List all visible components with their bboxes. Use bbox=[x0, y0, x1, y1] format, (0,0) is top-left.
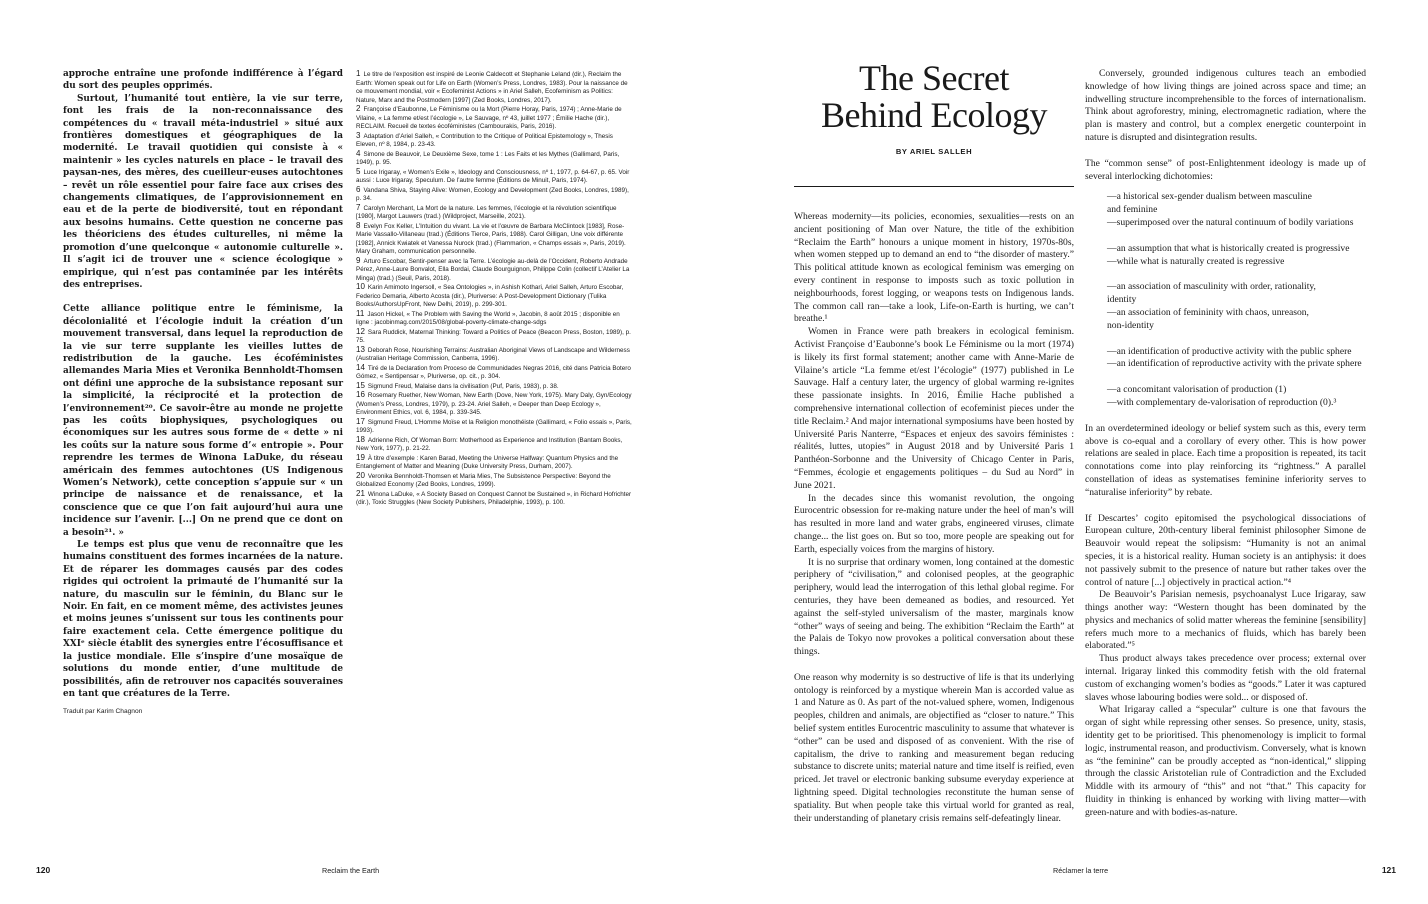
dichotomy-line: —an association of femininity with chaos, unreason, bbox=[1107, 306, 1309, 318]
dichotomy-group bbox=[1107, 243, 1366, 269]
footnote bbox=[356, 150, 632, 168]
dichotomy-line: —an assumption that what is historically created is progressive bbox=[1107, 242, 1350, 254]
paragraph: In the decades since this womanist revolution, the ongoing Eurocentric obsession for re-making nature under the heel of man’s will has resulted in more land and water grabs, engineered viruses, climate change... the list goes on. But so too, more people are speaking out for Earth, especially voices from the margins of history. bbox=[794, 492, 1074, 555]
dichotomy-group bbox=[1107, 191, 1366, 229]
paragraph: One reason why modernity is so destructive of life is that its underlying ontology is reinforced by a mystique wherein Man is accorded value as 1 and Nature as 0. As part of the not-valued sphere, women, Indigenous peoples, children and animals, are objectified as “closer to nature.” This belief system entitles Eurocentric masculinity to assume that whatever is “other” can be used and disposed of as convenient. With the rise of capitalism, the drive to ranking and measurement began reducing substance to discrete units; material nature and time itself is reified, even priced. Jet travel or electronic banking subsume everyday experience at lightning speed. Digital technologies reconstitute the human sense of spatiality. But when people take this virtual world for granted as real, their understanding of planetary crisis remains self-defeatingly linear. bbox=[794, 671, 1074, 824]
footnote bbox=[356, 454, 632, 472]
footnote-number: 15 bbox=[356, 380, 365, 390]
paragraph: It is no surprise that ordinary women, long contained at the domestic periphery of “civilisation,” and colonised peoples, at the geographic periphery, would lead the interrogation of this lethal global regime. For centuries, they have been demeaned as bodies, and resourced. Yet against the self-styled universalism of the master, marginals know “other” ways of seeing and being. The exhibition “Reclaim the Earth” at the Palais de Tokyo now provokes a political conversation about these things. bbox=[794, 556, 1074, 658]
paragraph: De Beauvoir’s Parisian nemesis, psychoanalyst Luce Irigaray, saw things another way: “Western thought has been dominated by the physics and mechanics of solid matter whereas the feminine [sensibility] refers much more to a mechanics of fluids, which has barely been elaborated.”⁵ bbox=[1085, 589, 1366, 652]
paragraph: Surtout, l’humanité tout entière, la vie sur terre, font les frais de la non-reconnaissance des compétences du « travail méta-industriel » situé aux frontières domestiques et géographiques de la modernité. Le travail quotidien qui consiste à « maintenir » les cycles naturels en place – le travail des paysan-nes, des mères, des cueilleur·euses autochtones – revêt un rôle essentiel pour faire face aux crises des changements climatiques, de l’approvisionnement en eau et de la perte de biodiversité, tout en répondant aux besoins humains. Cette question ne concerne pas les théoriciens des études culturelles, ni même la promotion d’une quelconque « autonomie culturelle ». Il s’agit ici de trouver une « science écologique » empirique, qui n’est pas contaminée par les intérêts des entreprises. bbox=[63, 93, 343, 290]
footnote bbox=[356, 204, 632, 222]
footnote-number: 8 bbox=[356, 220, 361, 230]
dichotomy-line: —a historical sex-gender dualism between masculine bbox=[1107, 191, 1312, 203]
footnote bbox=[356, 328, 632, 346]
paragraph: The “common sense” of post-Enlightenment ideology is made up of several interlocking dichotomies: bbox=[1085, 157, 1366, 182]
dichotomy-line: —an identification of productive activity with the public sphere bbox=[1107, 345, 1352, 357]
dichotomy-line: non-identity bbox=[1107, 319, 1154, 331]
dichotomy-list bbox=[1085, 191, 1366, 409]
footnote bbox=[356, 257, 632, 284]
footnote bbox=[356, 132, 632, 150]
footnote-text: Françoise d’Eaubonne, Le Féminisme ou la Mort (Pierre Horay, Paris, 1974) ; Anne-Marie de Vilaine, « La femme et/est l’écologie », Le Sauvage, nº 43, juillet 1977 ; Émilie Hache (dir.), RECLAIM. Recueil de textes écoféministes (Cambourakis, Paris, 2016). bbox=[356, 106, 622, 130]
paragraph: approche entraîne une profonde indifférence à l’égard du sort des peuples opprimés. bbox=[63, 69, 343, 92]
footnote-number: 16 bbox=[356, 390, 365, 399]
footnote-number: 18 bbox=[356, 434, 365, 444]
running-title: Reclaim the Earth bbox=[322, 866, 380, 875]
page-number: 120 bbox=[36, 865, 51, 875]
footnote-number: 20 bbox=[356, 470, 365, 480]
footnote-text: Winona LaDuke, « A Society Based on Conquest Cannot be Sustained », in Richard Hofrichter (dir.), Toxic Struggles (New Society Publishers, Philadelphie, 1993), p. 100. bbox=[356, 490, 632, 506]
title-line: Behind Ecology bbox=[821, 95, 1047, 135]
footnote bbox=[356, 364, 632, 382]
footnote bbox=[356, 310, 632, 328]
footnote-number: 11 bbox=[356, 308, 365, 318]
footnote-number: 17 bbox=[356, 416, 365, 426]
dichotomy-line: identity bbox=[1107, 294, 1137, 306]
footnote-number: 13 bbox=[356, 344, 365, 354]
dichotomy-line: —with complementary de-valorisation of reproduction (0).³ bbox=[1107, 396, 1337, 408]
footnote bbox=[356, 346, 632, 364]
footnote-text: Adaptation d’Ariel Salleh, « Contribution to the Critique of Political Epistemology », Thesis Eleven, nº 8, 1984, p. 23-43. bbox=[356, 132, 613, 148]
footnote-number: 12 bbox=[356, 326, 365, 336]
paragraph: What Irigaray called a “specular” culture is one that favours the organ of sight while repressing other senses. So presence, unity, stasis, identity get to be prioritised. This phenomenology is implicit to formal logic, instrumental reason, and productivism. Conversely, what is known as “the feminine” can be proudly accepted as “non-identical,” slipping through the classic Aristotelian rule of Contradiction and the Excluded Middle with its armoury of “this” and not “that.” This capacity for fluidity in thinking is enhanced by working with living matter—with green-nature and with bodies-as-nature. bbox=[1085, 704, 1366, 818]
dichotomy-line: and feminine bbox=[1107, 204, 1158, 216]
footnote-number: 19 bbox=[356, 452, 365, 462]
footnote-text: Sigmund Freud, Malaise dans la civilisation (Puf, Paris, 1983), p. 38. bbox=[367, 382, 559, 390]
footnote-text: Carolyn Merchant, La Mort de la nature. Les femmes, l’écologie et la révolution scientifique [1980], Margot Lauwers (trad.) (Wildproject, Marseille, 2021). bbox=[356, 204, 617, 220]
paragraph: In an overdetermined ideology or belief system such as this, every term above is co-equal and a corollary of every other. This is how power relations are sealed in place. Each time a proposition is repeated, its tacit connotations come into play reinforcing its “rightness.” A parallel constellation of ideas as systematises feminine inferiority serves to “naturalise inferiority” by rebate. bbox=[1085, 422, 1366, 498]
left-footer bbox=[36, 865, 416, 875]
footnote-text: Karin Amimoto Ingersoll, « Sea Ontologies », in Ashish Kothari, Ariel Salleh, Arturo Escobar, Federico Demaria, Alberto Acosta (dir.), Pluriverse: A Post-Development Dictionary (Tulika Books/AuthorsUpFront, New Delhi, 2019), p. 299-301. bbox=[356, 284, 624, 308]
footnote bbox=[356, 436, 632, 454]
footnote-text: Evelyn Fox Keller, L’Intuition du vivant. La vie et l’œuvre de Barbara McClintock [1983], Rose-Marie Vassallo-Villaneau (trad.) (Éditions Tierce, Paris, 1988). Carol Gilligan, Une voix différente [1982], Annick Kwiatek et Vanessa Nurock (trad.) (Flammarion, « Champs essais », Paris, 2019). Mary Graham, communication personnelle. bbox=[356, 222, 626, 255]
page-number: 121 bbox=[1381, 865, 1396, 875]
footnote-text: Rosemary Ruether, New Woman, New Earth (Dove, New York, 1975). Mary Daly, Gyn/Ecology (Women’s Press, Londres, 1979), p. 23-24. Ariel Salleh, « Deeper than Deep Ecology », Environment Ethics, vol. 6, 1984, p. 339-345. bbox=[356, 392, 632, 416]
paragraph: Thus product always takes precedence over process; external over internal. Irigaray linked this commodity fetish with the old fraternal custom of exchanging women’s bodies as “goods.” Later it was captured slaves whose labouring bodies were sold... or disposed of. bbox=[1085, 653, 1366, 703]
footnote bbox=[356, 472, 632, 490]
paragraph: Cette alliance politique entre le féminisme, la décolonialité et l’écologie induit la création d’un mouvement transversal, dans lequel la reproduction de la vie sur terre supplante les vieilles luttes de redistribution de la gauche. Les écoféministes allemandes Maria Mies et Veronika Bennholdt-Thomsen ont défini une approche de la subsistance reposant sur la simplicité, la réciprocité et la protection de l’environnement²⁰. Ce savoir-être au monde ne projette pas les coûts biophysiques, psychologiques ou économiques sur les autres sous forme de « dette » ni les coûts sur la nature sous forme d’« entropie ». Pour reprendre les termes de Winona LaDuke, du réseau américain des femmes autochtones (US Indigenous Women’s Network), cette conception s’appuie sur « un principe de naissance et de renaissance, et la conscience que ce que l’on fait aujourd’hui aura une incidence sur l’avenir. [...] On ne prend que ce dont on a besoin²¹. » bbox=[63, 304, 343, 538]
paragraph: Whereas modernity—its policies, economies, sexualities—rests on an ancient positioning of Man over Nature, the title of the exhibition “Reclaim the Earth” honours a unique moment in history, 1970s-80s, when women stepped up to demand an end to “the disorder of mastery.” This political attitude known as ecological feminism was emerging on every continent in response to imposts such as toxic pollution in neighbourhoods, forest logging, or weapons tests on Indigenous lands. The common call ran—take a look, Life-on-Earth is hurting, we can’t breathe.¹ bbox=[794, 211, 1074, 325]
dichotomy-group bbox=[1107, 346, 1366, 372]
footnote-number: 1 bbox=[356, 69, 361, 78]
title-line: The Secret bbox=[859, 58, 1009, 98]
dichotomy-line: —an association of masculinity with order, rationality, bbox=[1107, 281, 1316, 293]
footnote-text: Jason Hickel, « The Problem with Saving the World », Jacobin, 8 août 2015 ; disponible en ligne : jacobinmag.com/2015/08/global-poverty-climate-change-sdgs bbox=[356, 310, 620, 326]
footnote-text: Sigmund Freud, L’Homme Moïse et la Religion monothéiste (Gallimard, « Folio essais », Paris, 1993). bbox=[356, 418, 632, 434]
footnote bbox=[356, 418, 632, 436]
article-title bbox=[796, 60, 1072, 134]
footnote-text: Arturo Escobar, Sentir-penser avec la Terre. L’écologie au-delà de l’Occident, Roberto Andrade Pérez, Anne-Laure Bonvalot, Ella Bordai, Claude Bourguignon, Philippe Colin (collectif L’Atelier La Minga) (trad.) (Seuil, Paris, 2018). bbox=[356, 257, 630, 282]
paragraph: If Descartes’ cogito epitomised the psychological dissociations of European culture, 20th-century liberal feminist philosopher Simone de Beauvoir would repeat the solipsism: “Humanity is not an animal species, it is a historical reality. Human society is an antiphysis: it does not passively submit to the presence of nature but rather takes over the control of nature [...] objectively in practical action.”⁴ bbox=[1085, 512, 1366, 588]
footnote-number: 7 bbox=[356, 202, 361, 212]
footnote-number: 10 bbox=[356, 282, 365, 291]
footnote-number: 6 bbox=[356, 184, 361, 194]
footnote-text: Simone de Beauvoir, Le Deuxième Sexe, tome 1 : Les Faits et les Mythes (Gallimard, Paris, 1949), p. 95. bbox=[356, 150, 620, 166]
left-body-column bbox=[63, 68, 343, 719]
translator-credit: Traduit par Karim Chagnon bbox=[63, 708, 143, 716]
dichotomy-group bbox=[1107, 384, 1366, 410]
footnote-text: Deborah Rose, Nourishing Terrains: Australian Aboriginal Views of Landscape and Wilderness (Australian Heritage Commission, Canberra, 1996). bbox=[356, 346, 630, 362]
footnote bbox=[356, 70, 632, 105]
footnote-number: 2 bbox=[356, 104, 361, 113]
footnote-number: 14 bbox=[356, 362, 365, 372]
footnote-number: 9 bbox=[356, 255, 361, 265]
footnote-number: 4 bbox=[356, 148, 361, 158]
dichotomy-line: —an identification of reproductive activity with the private sphere bbox=[1107, 358, 1362, 370]
footnote bbox=[356, 186, 632, 204]
right-column-2 bbox=[1085, 68, 1366, 820]
dichotomy-line: —a concomitant valorisation of production (1) bbox=[1107, 384, 1287, 396]
footnote-number: 5 bbox=[356, 166, 361, 176]
footnotes-column bbox=[356, 70, 632, 508]
footnote-number: 3 bbox=[356, 130, 361, 140]
footnote-number: 21 bbox=[356, 488, 365, 498]
right-column-1 bbox=[794, 211, 1074, 825]
footnote-text: À titre d’exemple : Karen Barad, Meeting the Universe Halfway: Quantum Physics and the Entanglement of Matter and Meaning (Duke University Press, Durham, 2007). bbox=[356, 454, 619, 470]
running-title: Réclamer la terre bbox=[1053, 866, 1109, 875]
footnote-text: Sara Ruddick, Maternal Thinking: Toward a Politics of Peace (Beacon Press, Boston, 1989), p. 75. bbox=[356, 328, 631, 344]
dichotomy-group bbox=[1107, 281, 1366, 332]
divider-rule bbox=[794, 186, 1074, 187]
dichotomy-line: —superimposed over the natural continuum of bodily variations bbox=[1107, 216, 1354, 228]
footnote-text: Adrienne Rich, Of Woman Born: Motherhood as Experience and Institution (Bantam Books, New York, 1977), p. 21-22. bbox=[356, 436, 623, 452]
footnote-text: Veronika Bennholdt-Thomsen et Maria Mies, The Subsistence Perspective: Beyond the Globalized Economy (Zed Books, Londres, 1999). bbox=[356, 472, 611, 488]
footnote bbox=[356, 382, 632, 392]
footnote bbox=[356, 222, 632, 257]
footnote-text: Tiré de la Declaration from Proceso de Communidades Negras 2016, cité dans Patricia Botero Gómez, « Sentipensar », Pluriverse, op. cit., p. 304. bbox=[356, 364, 631, 380]
footnote bbox=[356, 283, 632, 310]
footnote-text: Vandana Shiva, Staying Alive: Women, Ecology and Development (Zed Books, Londres, 1989), p. 34. bbox=[356, 186, 629, 202]
byline: BY ARIEL SALLEH bbox=[895, 147, 973, 156]
footnote bbox=[356, 168, 632, 186]
paragraph: Women in France were path breakers in ecological feminism. Activist Françoise d’Eaubonne’s book Le Féminisme ou la mort (1974) is likely its first formal statement; another came with Anne-Marie de Vilaine’s article “La femme et/est l’écologie” (1977) published in Le Sauvage. Half a century later, the urgency of global warming re-ignites these passionate insights. In 2016, Émilie Hache published a comprehensive international collection of ecofeminist pieces under the title Reclaim.² And major international symposiums have been hosted by Université Paris Nanterre, “Espaces et enjeux des savoirs féministes : réalités, luttes, utopies” in August 2018 and by Université Paris 1 Panthéon-Sorbonne and the University of Chicago Center in Paris, “Femmes, écologie et engagements politiques – du Sud au Nord” in June 2021. bbox=[794, 326, 1074, 491]
footnote-text: Luce Irigaray, « Women’s Exile », Ideology and Consciousness, nº 1, 1977, p. 64-67, p. 65. Voir aussi : Luce Irigaray, Speculum. De l’autre femme (Éditions de Minuit, Paris, 1974). bbox=[356, 168, 630, 184]
footnote bbox=[356, 490, 632, 508]
paragraph: Conversely, grounded indigenous cultures teach an embodied knowledge of how living things are joined across space and time; an indwelling structure incomprehensible to the forces of internationalism. Think about agroforestry, mining, electromagnetic radiation, where the plan is mastery and control, but a complex energetic counterpoint in nature is disrupted and disintegration results. bbox=[1085, 68, 1366, 143]
dichotomy-line: —while what is naturally created is regressive bbox=[1107, 255, 1285, 267]
footnote-text: Le titre de l’exposition est inspiré de Leonie Caldecott et Stephanie Leland (dir.), Reclaim the Earth: Women speak out for Life on Earth (Women’s Press, Londres, 1983). Pour la naissance de ce mouvement mondial, voir « Ecofeminist Actions » in Ariel Salleh, Ecofeminism as Politics: Nature, Marx and the Postmodern [1997] (Zed Books, Londres, 2017). bbox=[356, 71, 628, 104]
footnote bbox=[356, 105, 632, 132]
paragraph: Le temps est plus que venu de reconnaître que les humains constituent des formes incarnées de la nature. Et de réparer les dommages causés par des codes rigides qui octroient la primauté de l’humanité sur la nature, du masculin sur le féminin, du Blanc sur le Noir. En fait, en ce moment même, des activistes jeunes et moins jeunes s’unissent sur tous les continents pour faire exactement cela. Cette émergence politique du XXIᵉ siècle établit des synergies entre l’écosuffisance et la justice mondiale. Elle s’inspire d’une mosaïque de solutions du monde entier, d’une multitude de possibilités, afin de retrouver nos capacités souveraines en tant que créatures de la Terre. bbox=[63, 540, 343, 699]
footnote bbox=[356, 391, 632, 418]
